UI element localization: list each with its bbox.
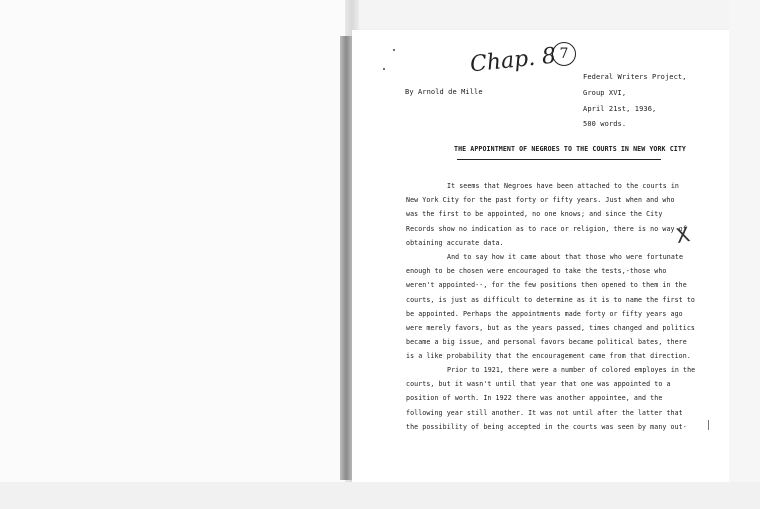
paper-mark bbox=[708, 420, 709, 430]
handwritten-chapter-note: Chap. 8 bbox=[468, 43, 558, 78]
body-line: the possibility of being accepted in the courts was seen by many out- bbox=[406, 423, 687, 431]
body-line: were merely favors, but as the years passed, times changed and politics bbox=[406, 324, 695, 332]
body-line: New York City for the past forty or fifty years. Just when and who bbox=[406, 196, 675, 204]
body-line: enough to be chosen were encouraged to take the tests,-those who bbox=[406, 267, 667, 275]
circled-page-number bbox=[552, 42, 576, 66]
body-line: be appointed. Perhaps the appointments made forty or fifty years ago bbox=[406, 310, 683, 318]
handwritten-x-mark: X bbox=[674, 221, 692, 249]
body-line: obtaining accurate data. bbox=[406, 239, 504, 247]
body-line: is a like probability that the encouragement came from that direction. bbox=[406, 352, 691, 360]
meta-line-project: Federal Writers Project, bbox=[583, 73, 687, 81]
body-line: following year still another. It was not until after the latter that bbox=[406, 409, 683, 417]
author-line: By Arnold de Mille bbox=[405, 88, 483, 96]
meta-line-date: April 21st, 1936, bbox=[583, 105, 657, 113]
left-blank-page bbox=[0, 0, 345, 509]
meta-line-group: Group XVI, bbox=[583, 89, 627, 97]
paper-speck bbox=[383, 68, 385, 70]
paper-speck bbox=[393, 49, 395, 51]
document-title: THE APPOINTMENT OF NEGROES TO THE COURTS IN NEW YORK CITY bbox=[454, 145, 686, 153]
bottom-strip bbox=[0, 482, 760, 509]
body-line: weren't appointed--, for the few positions then opened to them in the bbox=[406, 281, 687, 289]
body-line: became a big issue, and personal favors became political bates, there bbox=[406, 338, 687, 346]
circled-number-text: 7 bbox=[559, 46, 569, 62]
body-line: position of worth. In 1922 there was another appointee, and the bbox=[406, 394, 663, 402]
body-line: courts, but it wasn't until that year that one was appointed to a bbox=[406, 380, 671, 388]
body-line: Prior to 1921, there were a number of colored employes in the bbox=[447, 366, 696, 374]
body-line: courts, is just as difficult to determine as it is to name the first to bbox=[406, 296, 695, 304]
meta-line-words: 500 words. bbox=[583, 120, 627, 128]
body-line: And to say how it came about that those who were fortunate bbox=[447, 253, 684, 261]
body-line: It seems that Negroes have been attached to the courts in bbox=[447, 182, 679, 190]
title-underline bbox=[457, 159, 661, 160]
right-margin bbox=[729, 0, 760, 509]
body-line: Records show no indication as to race or religion, there is no way of bbox=[406, 225, 687, 233]
body-line: was the first to be appointed, no one knows; and since the City bbox=[406, 210, 663, 218]
